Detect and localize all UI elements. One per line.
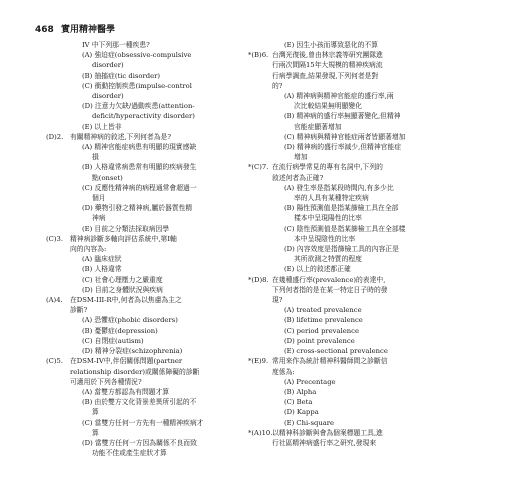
line-text: 在DSM-III-R中,何者為以焦慮為主之 — [70, 296, 182, 305]
text-line — [272, 418, 487, 428]
line-text: (B) lifetime prevalence — [284, 316, 363, 325]
text-line — [70, 264, 288, 274]
question-number: (C)3. — [46, 234, 63, 243]
line-text: 精神病診斷多軸向評估系統中,第Ⅰ軸 — [70, 234, 177, 243]
text-line — [70, 71, 288, 81]
text-line — [70, 183, 288, 193]
line-text: (C) 自閉症(autism) — [82, 336, 144, 345]
text-line — [70, 173, 288, 183]
line-text: 診斷? — [70, 306, 88, 315]
line-text: (E) 因生小孩而導致惡化的不算 — [284, 41, 378, 49]
question-number: *(E)9. — [248, 357, 269, 366]
line-text: (C) 當雙方任何一方先有一種精神疾病才 — [82, 418, 204, 427]
text-line — [70, 336, 288, 346]
text-line — [70, 101, 288, 111]
line-text: (A) 當雙方都認為有問題才算 — [82, 387, 170, 396]
line-text: (D) 精神分裂症(schizophrenia) — [82, 347, 183, 356]
question-number: (D)2. — [46, 132, 64, 141]
book-title: 實用精神醫學 — [60, 25, 115, 35]
line-text: 本中呈現陰性的比率 — [294, 234, 356, 243]
line-text: 可適用於下列各種情況? — [70, 377, 142, 386]
text-line — [272, 173, 487, 183]
text-line — [272, 244, 487, 254]
text-line — [272, 438, 487, 448]
text-line — [70, 81, 288, 91]
text-line — [70, 326, 288, 336]
line-text: 點(onset) — [92, 173, 123, 182]
text-line — [70, 60, 288, 70]
line-text: 官能症顯著增加 — [294, 122, 342, 131]
line-text: 台灣光復後,曾由林宗義等研究團隊進 — [272, 51, 383, 60]
text-line — [272, 234, 487, 244]
line-text: (C) 陰性預測值是指某篩檢工具在全部樣 — [284, 224, 406, 233]
text-line — [70, 367, 288, 377]
line-text: (A) Precentage — [284, 377, 336, 386]
line-text: (B) 憂鬱症(depression) — [82, 326, 158, 335]
line-text: (A) 精神病與精神官能症的盛行率,兩 — [284, 92, 394, 101]
line-text: 功能不佳或產生症狀才算 — [92, 449, 167, 458]
text-line — [70, 213, 288, 223]
text-line — [272, 285, 487, 295]
text-line — [70, 91, 288, 101]
text-line — [272, 101, 487, 111]
line-text: 常用來作為統計精神科醫師間之診斷信 — [272, 357, 388, 366]
line-text: (B) Alpha — [284, 387, 317, 396]
line-text: 樣本中呈現陽性的比率 — [294, 214, 362, 223]
question-stem — [248, 162, 487, 172]
line-text: (B) 人格違常病患常有明顯的疾病發生 — [82, 163, 197, 172]
question-number: (C)5. — [46, 357, 63, 366]
text-line — [272, 203, 487, 213]
text-line — [272, 132, 487, 142]
line-text: 算 — [92, 408, 99, 417]
text-line — [272, 40, 487, 50]
text-line — [70, 397, 288, 407]
text-line — [70, 203, 288, 213]
line-text: (D) 內容效度是指篩檢工具的內容正是 — [284, 245, 399, 254]
text-line — [272, 295, 487, 305]
line-text: (D) 注意力欠缺/過動疾患(attention- — [82, 102, 195, 111]
text-line — [70, 142, 288, 152]
line-text: 增加 — [294, 153, 308, 162]
line-text: (C) 社會心理壓力之嚴重度 — [82, 275, 163, 284]
question-number: (A)4. — [46, 296, 63, 305]
line-text: (A) 臨床症狀 — [82, 255, 122, 264]
text-line — [70, 387, 288, 397]
line-text: (B) 人格違常 — [82, 265, 122, 274]
text-line — [272, 407, 487, 417]
text-line — [272, 315, 487, 325]
line-text: 個月 — [92, 194, 106, 203]
text-line — [272, 60, 487, 70]
line-text: 度係為: — [272, 367, 295, 376]
line-text: 在流行病學常見的專有名詞中,下列的 — [272, 163, 383, 172]
line-text: (D) 當雙方任何一方因為關係不良而致 — [82, 438, 197, 447]
line-text: (A) treated prevalence — [284, 306, 362, 315]
text-line — [272, 367, 487, 377]
question-stem — [248, 356, 487, 366]
line-text: (D) point prevalence — [284, 336, 355, 345]
text-line — [70, 285, 288, 295]
line-text: 神病 — [92, 214, 106, 223]
text-line — [70, 193, 288, 203]
line-text: (C) 精神病與精神官能症兩者皆顯著增加 — [284, 132, 406, 141]
left-column — [46, 40, 288, 458]
question-stem — [248, 50, 487, 60]
line-text: (E) 以上的敘述都正確 — [284, 265, 351, 274]
line-text: 下列何者指的是在某一特定日子時的發 — [272, 285, 388, 294]
question-number: *(B)6. — [248, 51, 269, 60]
line-text: (C) 衝動控制疾患(impulse-control — [82, 81, 192, 90]
line-text: (C) Beta — [284, 398, 313, 407]
text-line — [272, 387, 487, 397]
text-line — [272, 213, 487, 223]
line-text: 損 — [92, 153, 99, 162]
line-text: (D) 精神病的盛行率減少,但精神官能症 — [284, 143, 402, 152]
text-line — [272, 346, 487, 356]
text-line — [272, 305, 487, 315]
line-text: (E) cross-sectional prevalence — [284, 347, 388, 356]
line-text: 算 — [92, 428, 99, 437]
text-line — [70, 377, 288, 387]
line-text: 的? — [272, 81, 283, 90]
text-line — [70, 122, 288, 132]
line-text: (B) 抽搐症(tic disorder) — [82, 71, 161, 80]
text-line — [272, 152, 487, 162]
text-line — [70, 346, 288, 356]
line-text: 其所欲測之特質的程度 — [294, 255, 362, 264]
line-text: (B) 由於雙方文化背景差異所引起的不 — [82, 398, 197, 407]
line-text: (A) 發生率是指某段時間內,有多少比 — [284, 183, 394, 192]
text-line — [70, 244, 288, 254]
question-number: *(C)7. — [248, 163, 269, 172]
text-line — [272, 377, 487, 387]
text-line — [70, 448, 288, 458]
line-text: 行社區精神病盛行率之研究,發現來 — [272, 438, 377, 447]
question-stem — [46, 234, 288, 244]
line-text: relationship disorder)或關係障礙的診斷 — [70, 367, 200, 376]
line-text: (A) 精神官能症病患有明顯的現實感缺 — [82, 143, 197, 152]
text-line — [272, 71, 487, 81]
line-text: 敘述何者為正確? — [272, 173, 324, 182]
line-text: 率的人具有某種特定疾病 — [294, 194, 369, 203]
text-line — [272, 193, 487, 203]
text-line — [272, 336, 487, 346]
question-stem — [248, 428, 487, 438]
text-line — [272, 264, 487, 274]
line-text: (E) 以上皆非 — [82, 122, 122, 131]
text-line — [272, 397, 487, 407]
text-line — [70, 418, 288, 428]
line-text: (E) 目前之分類法採取病因學 — [82, 224, 170, 233]
line-text: deficit/hyperactivity disorder) — [92, 112, 195, 121]
text-line — [272, 91, 487, 101]
question-stem — [46, 295, 288, 305]
line-text: 行病學調查,結果發現,下列何者是對 — [272, 71, 379, 80]
text-line — [70, 438, 288, 448]
text-line — [70, 254, 288, 264]
line-text: (D) Kappa — [284, 408, 319, 417]
line-text: (A) 強迫症(obsessive-compulsive — [82, 51, 192, 60]
text-line — [70, 40, 288, 50]
question-number: *(A)10. — [248, 428, 273, 437]
line-text: (D) 目前之身體狀況與疾病 — [82, 285, 163, 294]
text-line — [272, 81, 487, 91]
text-line — [70, 111, 288, 121]
line-text: 次比較結果無明顯變化 — [294, 102, 362, 111]
line-text: 在幾種盛行率(prevalence)的表達中, — [272, 275, 386, 284]
page-header — [35, 22, 115, 35]
text-line — [272, 224, 487, 234]
line-text: 向的內容為: — [70, 245, 107, 254]
line-text: 以精神科診斷與會為個案標題工具,進 — [272, 428, 383, 437]
line-text: (B) 精神病的盛行率無顯著變化,但精神 — [284, 112, 401, 121]
line-text: (C) 反應性精神病的病程通常會超過一 — [82, 183, 197, 192]
text-line — [272, 111, 487, 121]
text-line — [70, 407, 288, 417]
text-line — [70, 152, 288, 162]
page-number: 468 — [35, 25, 54, 35]
right-column — [248, 40, 487, 448]
text-line — [272, 142, 487, 152]
line-text: (B) 陽性預測值是指某篩檢工具在全部 — [284, 204, 399, 213]
text-line — [70, 305, 288, 315]
text-line — [70, 224, 288, 234]
line-text: (D) 藥物引發之精神病,屬於器質性精 — [82, 204, 193, 213]
line-text: (E) Chi-square — [284, 418, 335, 427]
text-line — [272, 254, 487, 264]
line-text: 現? — [272, 296, 283, 305]
text-line — [272, 326, 487, 336]
question-stem — [46, 132, 288, 142]
text-line — [272, 122, 487, 132]
line-text: 在DSM-IV中,伴侶關係問題(partner — [70, 357, 183, 366]
text-line — [70, 315, 288, 325]
question-number: *(D)8. — [248, 275, 269, 284]
line-text: (A) 恐懼症(phobic disorders) — [82, 316, 178, 325]
question-stem — [248, 275, 487, 285]
line-text: 有關精神病的敘述,下列何者為是? — [70, 132, 171, 141]
line-text: (C) period prevalence — [284, 326, 359, 335]
line-text: disorder) — [92, 92, 124, 101]
line-text: IV 中下列那一種疾患? — [82, 41, 150, 49]
text-line — [272, 183, 487, 193]
line-text: disorder) — [92, 61, 124, 70]
line-text: 行兩次間隔15年大規模的精神疾病流 — [272, 61, 383, 70]
